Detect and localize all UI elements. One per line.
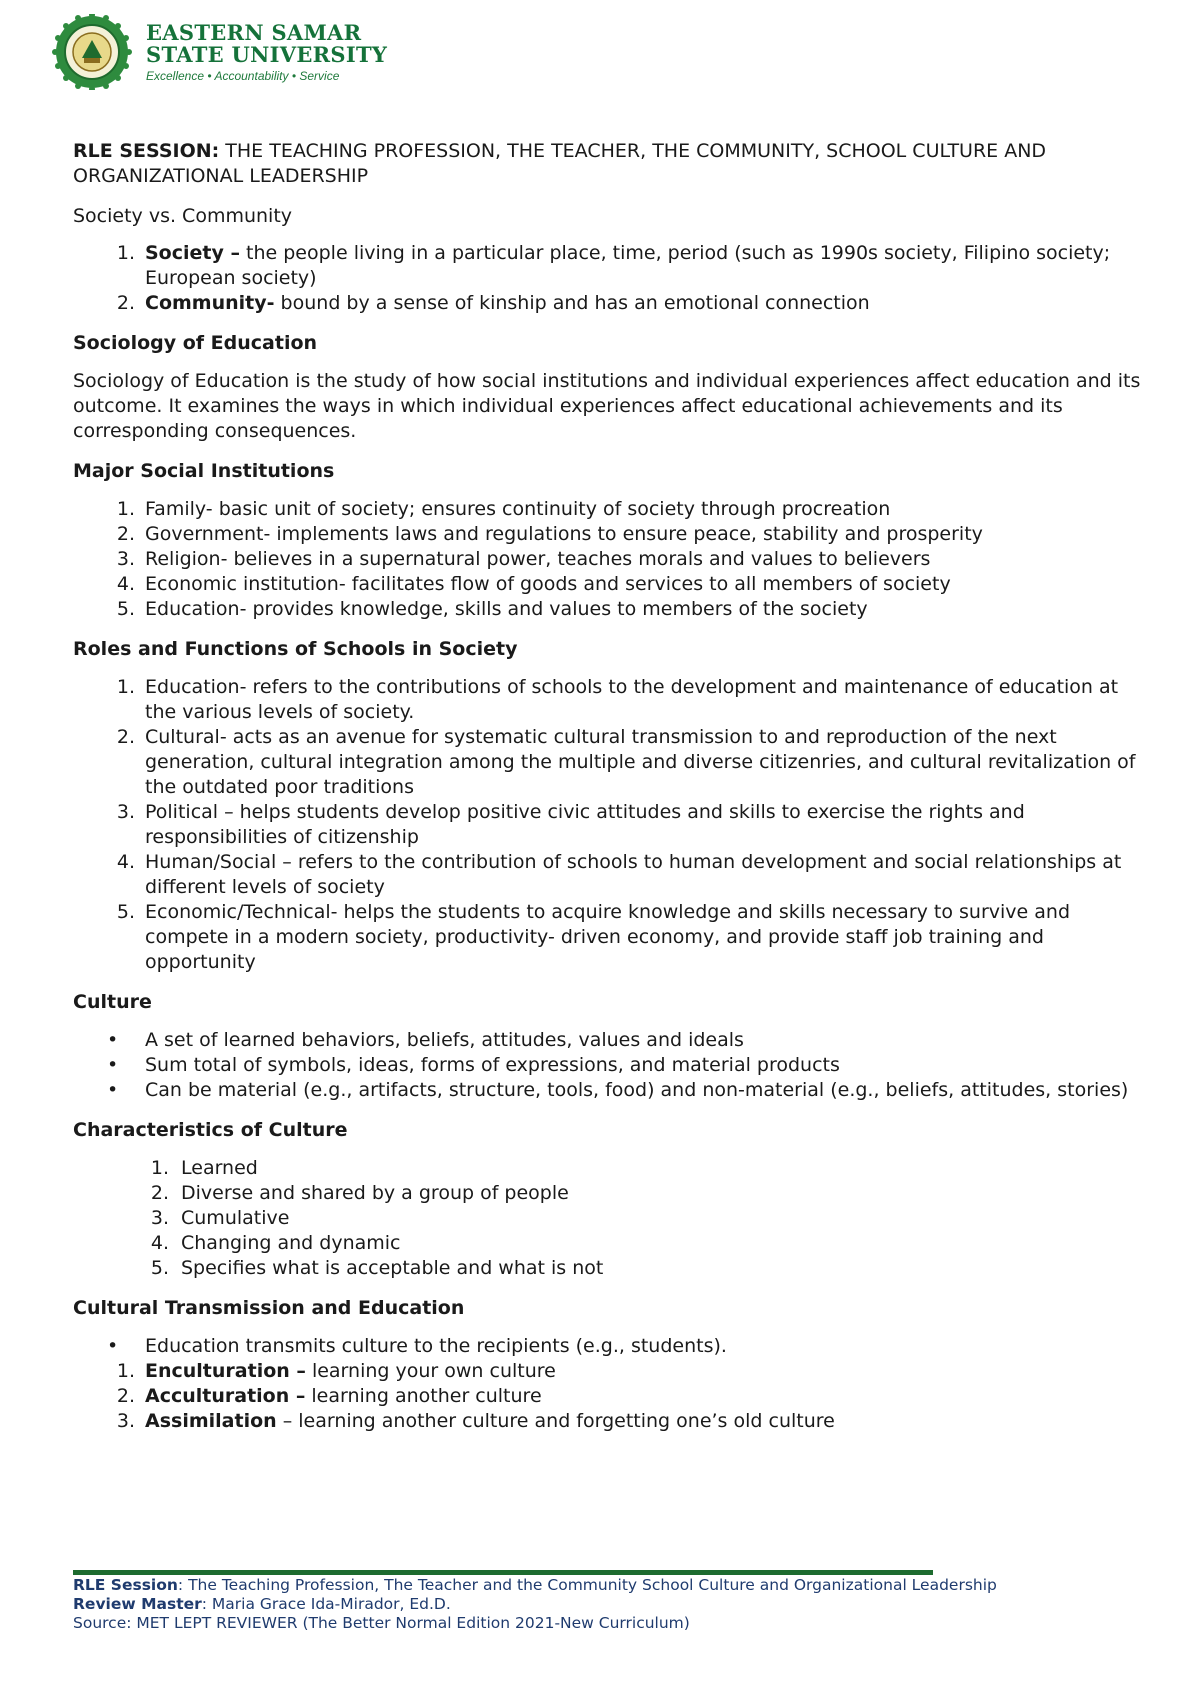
term: Acculturation – (145, 1385, 306, 1407)
list-text: Sum total of symbols, ideas, forms of expressions, and material products (145, 1054, 840, 1076)
list-number: 1. (116, 498, 135, 520)
institutions-list (73, 497, 1145, 622)
list-text: Education transmits culture to the recipients (e.g., students). (145, 1335, 727, 1357)
sociology-paragraph: Sociology of Education is the study of how social institutions and individual experiences affect education and its outcome. It examines the ways in which individual experiences affect educational achievements and its corresponding consequences. (73, 370, 1141, 442)
section-heading: Major Social Institutions (73, 460, 335, 482)
list-text: Economic institution- facilitates flow of goods and services to all members of society (145, 573, 951, 595)
list-text: Cultural- acts as an avenue for systematic cultural transmission to and reproduction of the next generation, cultural integration among the multiple and diverse citizenries, and cultural revitalization of the outdated poor traditions (145, 726, 1136, 798)
definition: bound by a sense of kinship and has an emotional connection (274, 292, 870, 314)
list-item (73, 241, 1145, 291)
definition: – learning another culture and forgetting one’s old culture (276, 1410, 835, 1432)
list-number: 4. (150, 1232, 169, 1254)
list-number: 3. (116, 548, 135, 570)
list-item (73, 597, 1145, 622)
section-heading: Cultural Transmission and Education (73, 1297, 465, 1319)
list-number: 3. (150, 1207, 169, 1229)
list-text: Political – helps students develop positive civic attitudes and skills to exercise the rights and responsibilities of citizenship (145, 801, 1025, 848)
list-item (73, 1181, 1145, 1206)
list-item (73, 1231, 1145, 1256)
transmission-list (73, 1359, 1145, 1434)
list-text: Learned (181, 1157, 258, 1179)
list-text: Government- implements laws and regulations to ensure peace, stability and prosperity (145, 523, 983, 545)
footer-session-label: RLE Session (73, 1576, 178, 1594)
list-item (73, 900, 1145, 975)
list-item (73, 497, 1145, 522)
characteristics-list (73, 1156, 1145, 1281)
university-name-line2: STATE UNIVERSITY (146, 41, 388, 67)
list-item (73, 1028, 1145, 1053)
list-text: Human/Social – refers to the contribution of schools to human development and social relationships at different levels of society (145, 851, 1122, 898)
list-item (73, 1256, 1145, 1281)
list-number: 4. (116, 851, 135, 873)
definition: learning your own culture (305, 1360, 556, 1382)
list-item (73, 1206, 1145, 1231)
transmission-bullet-list (73, 1334, 1145, 1359)
society-heading: Society vs. Community (73, 205, 293, 227)
bullet-icon: • (107, 1029, 119, 1051)
list-item (73, 547, 1145, 572)
session-title-text: THE TEACHING PROFESSION, THE TEACHER, THE COMMUNITY, SCHOOL CULTURE AND ORGANIZATIONAL LEADERSHIP (73, 140, 1047, 187)
society-list (73, 241, 1145, 316)
list-number: 1. (150, 1157, 169, 1179)
list-item (73, 1384, 1145, 1409)
list-item (73, 1359, 1145, 1384)
list-item (73, 1053, 1145, 1078)
list-number: 3. (116, 1410, 135, 1432)
section-heading: Characteristics of Culture (73, 1119, 348, 1141)
session-title-label: RLE SESSION: (73, 140, 220, 162)
list-number: 2. (116, 1385, 135, 1407)
culture-list (73, 1028, 1145, 1103)
list-text: Education- refers to the contributions of schools to the development and maintenance of education at the various levels of society. (145, 676, 1119, 723)
term: Assimilation (145, 1410, 277, 1432)
list-number: 2. (116, 292, 135, 314)
list-number: 5. (116, 901, 135, 923)
list-item (73, 1334, 1145, 1359)
document-body (73, 139, 1145, 1434)
session-title (73, 139, 1145, 189)
term: Community- (145, 292, 275, 314)
list-text: Education- provides knowledge, skills and values to members of the society (145, 598, 868, 620)
university-name-line1: EASTERN SAMAR (146, 19, 362, 45)
footer-master-text: : Maria Grace Ida-Mirador, Ed.D. (201, 1595, 451, 1613)
list-text: Family- basic unit of society; ensures continuity of society through procreation (145, 498, 891, 520)
university-brand (146, 19, 388, 83)
term: Society – (145, 242, 240, 264)
term: Enculturation – (145, 1360, 306, 1382)
list-text: Specifies what is acceptable and what is not (181, 1257, 604, 1279)
bullet-icon: • (107, 1079, 119, 1101)
list-text: Can be material (e.g., artifacts, structure, tools, food) and non-material (e.g., beliefs, attitudes, stories) (145, 1079, 1129, 1101)
definition: the people living in a particular place, time, period (such as 1990s society, Filipino society; European society) (145, 242, 1111, 289)
footer-session (73, 1576, 997, 1595)
list-number: 2. (116, 726, 135, 748)
footer-divider (73, 1570, 933, 1575)
list-text: Diverse and shared by a group of people (181, 1182, 569, 1204)
list-item (73, 1078, 1145, 1103)
page-header (48, 14, 387, 90)
list-number: 2. (116, 523, 135, 545)
roles-list (73, 675, 1145, 975)
university-seal-icon (48, 14, 140, 90)
section-heading: Roles and Functions of Schools in Society (73, 638, 518, 660)
list-item (73, 850, 1145, 900)
list-item (73, 800, 1145, 850)
list-number: 3. (116, 801, 135, 823)
list-item (73, 522, 1145, 547)
list-text: Economic/Technical- helps the students to acquire knowledge and skills necessary to survive and compete in a modern society, productivity- driven economy, and provide staff job training and opportunity (145, 901, 1071, 973)
list-text: Cumulative (181, 1207, 290, 1229)
list-text: Changing and dynamic (181, 1232, 401, 1254)
page-footer (73, 1576, 997, 1633)
list-text: A set of learned behaviors, beliefs, attitudes, values and ideals (145, 1029, 744, 1051)
list-number: 1. (116, 1360, 135, 1382)
list-number: 4. (116, 573, 135, 595)
footer-master (73, 1595, 997, 1614)
footer-session-text: : The Teaching Profession, The Teacher and the Community School Culture and Organizational Leadership (177, 1576, 997, 1594)
list-text: Religion- believes in a supernatural power, teaches morals and values to believers (145, 548, 931, 570)
list-item (73, 1409, 1145, 1434)
bullet-icon: • (107, 1054, 119, 1076)
list-number: 5. (150, 1257, 169, 1279)
university-tagline: Excellence • Accountability • Service (146, 68, 340, 83)
list-number: 5. (116, 598, 135, 620)
section-heading: Sociology of Education (73, 332, 318, 354)
list-item (73, 291, 1145, 316)
list-item (73, 675, 1145, 725)
section-heading: Culture (73, 991, 152, 1013)
list-number: 1. (116, 676, 135, 698)
footer-source: Source: MET LEPT REVIEWER (The Better Normal Edition 2021-New Curriculum) (73, 1614, 690, 1632)
list-item (73, 725, 1145, 800)
list-item (73, 1156, 1145, 1181)
definition: learning another culture (305, 1385, 542, 1407)
list-number: 2. (150, 1182, 169, 1204)
list-item (73, 572, 1145, 597)
list-number: 1. (116, 242, 135, 264)
footer-master-label: Review Master (73, 1595, 202, 1613)
bullet-icon: • (107, 1335, 119, 1357)
